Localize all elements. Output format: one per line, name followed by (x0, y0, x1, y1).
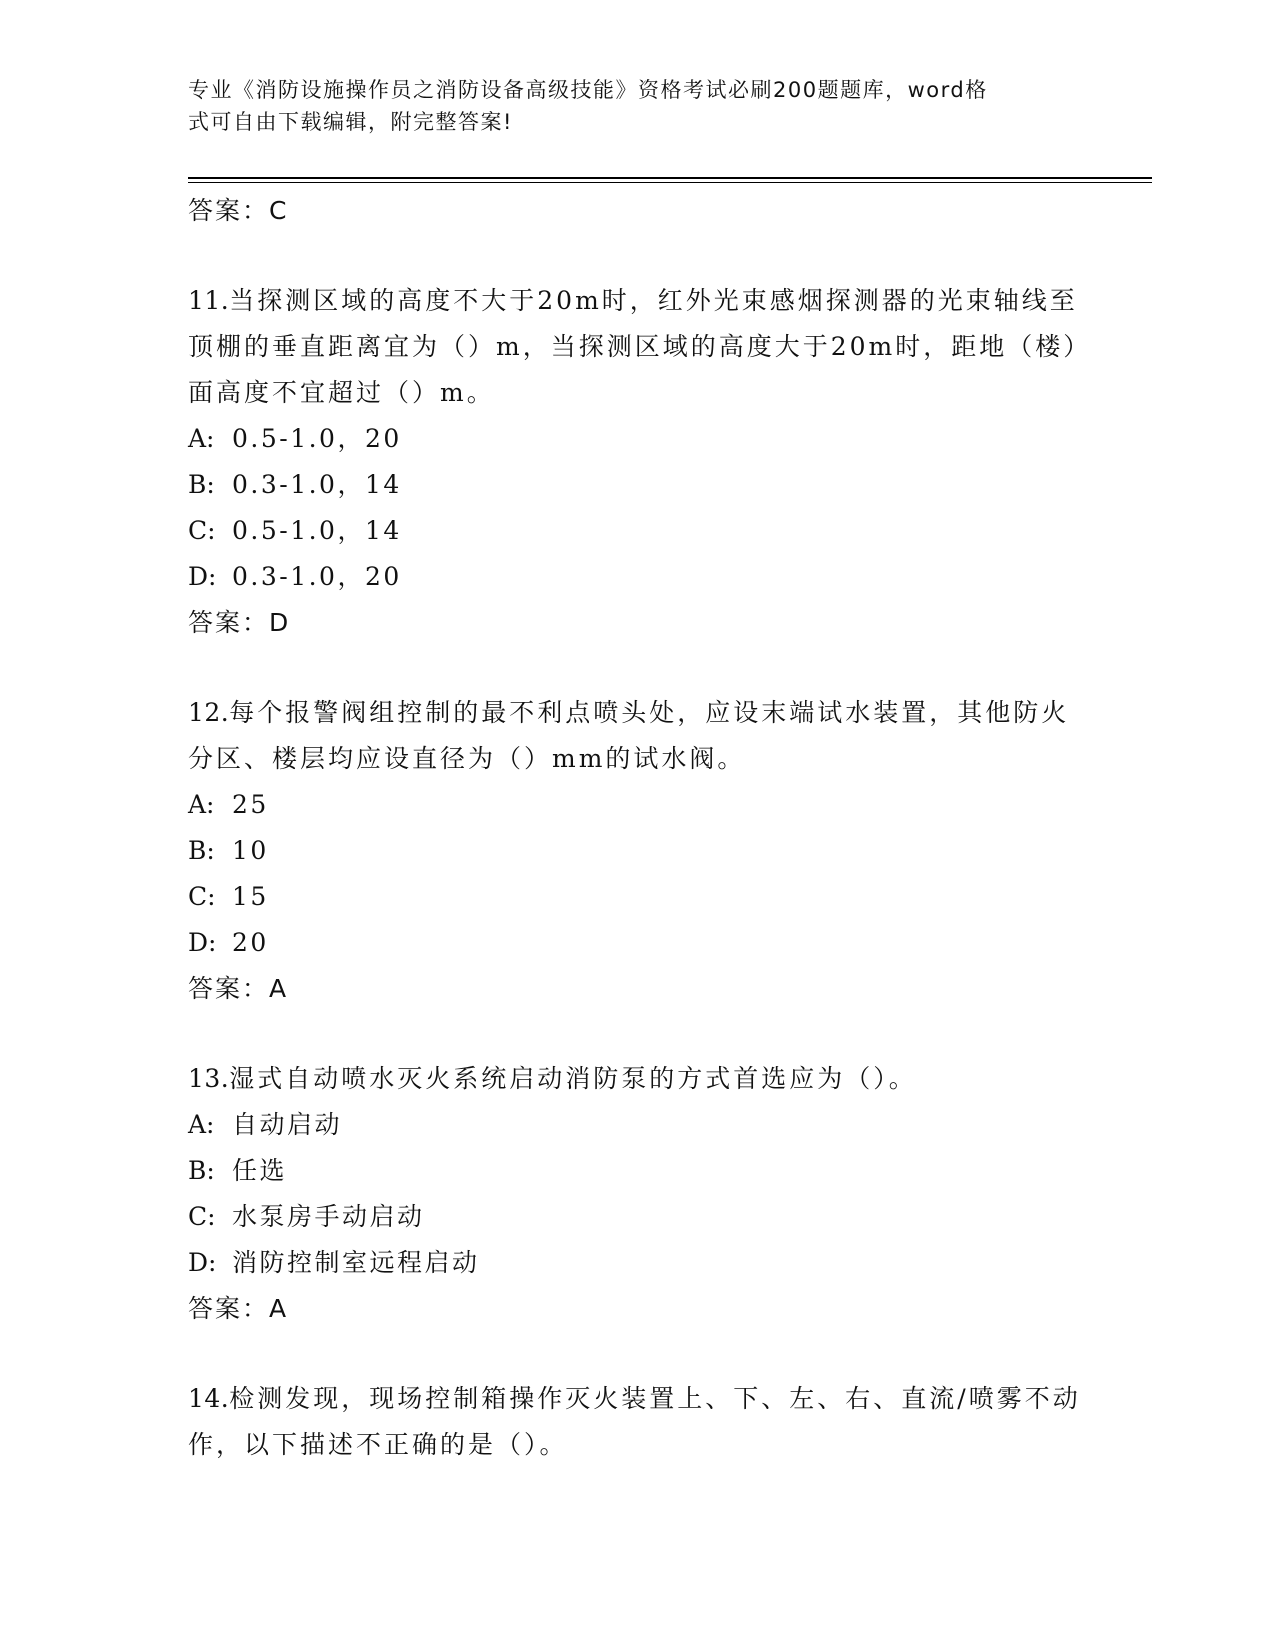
answer-line (188, 188, 1088, 234)
question-number: 13. (188, 1064, 230, 1093)
answer-label: 答案： (188, 974, 270, 1003)
option-a (188, 1102, 1088, 1148)
option-text: 自动启动 (232, 1110, 343, 1139)
option-key: D: (188, 562, 217, 591)
question-number: 14. (188, 1384, 230, 1413)
option-list (188, 782, 1088, 966)
question-text: 检测发现，现场控制箱操作灭火装置上、下、左、右、直流/喷雾不动作，以下描述不正确的是（）。 (188, 1384, 1081, 1459)
header-line-2: 式可自由下载编辑，附完整答案! (188, 110, 513, 134)
option-d (188, 920, 1088, 966)
option-key: C: (188, 1202, 216, 1231)
option-c (188, 874, 1088, 920)
option-key: A: (188, 790, 215, 819)
question-number: 11. (188, 286, 230, 315)
question-text: 当探测区域的高度不大于20m时，红外光束感烟探测器的光束轴线至顶棚的垂直距离宜为（）m，当探测区域的高度大于20m时，距地（楼）面高度不宜超过（）m。 (188, 286, 1079, 407)
option-d (188, 1240, 1088, 1286)
question-text: 每个报警阀组控制的最不利点喷头处，应设末端试水装置，其他防火分区、楼层均应设直径为（）mm的试水阀。 (188, 698, 1070, 773)
option-list (188, 1102, 1088, 1286)
option-text: 10 (232, 836, 269, 865)
header-divider-thick (188, 177, 1152, 179)
answer-value: D (269, 608, 291, 637)
option-a (188, 416, 1088, 462)
header-divider-thin (188, 182, 1152, 183)
option-key: B: (188, 836, 215, 865)
option-key: D: (188, 1248, 217, 1277)
option-text: 20 (232, 928, 269, 957)
option-key: D: (188, 928, 217, 957)
option-text: 0.3-1.0，20 (232, 562, 402, 591)
answer-value: A (269, 974, 289, 1003)
question-list (188, 188, 1088, 1468)
option-key: C: (188, 516, 216, 545)
answer-label: 答案： (188, 196, 270, 225)
option-b (188, 1148, 1088, 1194)
option-c (188, 508, 1088, 554)
question-block-12 (188, 690, 1088, 1012)
option-key: C: (188, 882, 216, 911)
answer-line (188, 1286, 1088, 1332)
option-text: 任选 (232, 1156, 288, 1185)
option-text: 0.3-1.0，14 (232, 470, 402, 499)
answer-value: C (269, 196, 289, 225)
option-key: A: (188, 424, 215, 453)
document-header (188, 74, 1068, 138)
option-d (188, 554, 1088, 600)
question-block-11 (188, 278, 1088, 646)
question-stem (188, 1376, 1088, 1468)
option-text: 25 (232, 790, 269, 819)
option-key: A: (188, 1110, 215, 1139)
option-text: 水泵房手动启动 (232, 1202, 425, 1231)
question-stem (188, 1056, 1088, 1102)
option-text: 15 (232, 882, 269, 911)
question-block-13 (188, 1056, 1088, 1332)
option-c (188, 1194, 1088, 1240)
question-block-14 (188, 1376, 1088, 1468)
answer-line (188, 600, 1088, 646)
answer-value: A (269, 1294, 289, 1323)
option-key: B: (188, 470, 215, 499)
question-stem (188, 690, 1088, 782)
option-text: 0.5-1.0，20 (232, 424, 402, 453)
question-text: 湿式自动喷水灭火系统启动消防泵的方式首选应为（）。 (229, 1064, 917, 1093)
option-key: B: (188, 1156, 215, 1185)
option-text: 0.5-1.0，14 (232, 516, 402, 545)
option-list (188, 416, 1088, 600)
question-number: 12. (188, 698, 230, 727)
option-a (188, 782, 1088, 828)
answer-label: 答案： (188, 1294, 270, 1323)
answer-line (188, 966, 1088, 1012)
answer-label: 答案： (188, 608, 270, 637)
question-stem (188, 278, 1088, 416)
option-text: 消防控制室远程启动 (232, 1248, 480, 1277)
header-line-1: 专业《消防设施操作员之消防设备高级技能》资格考试必刷200题题库，word格 (188, 78, 988, 102)
option-b (188, 462, 1088, 508)
option-b (188, 828, 1088, 874)
